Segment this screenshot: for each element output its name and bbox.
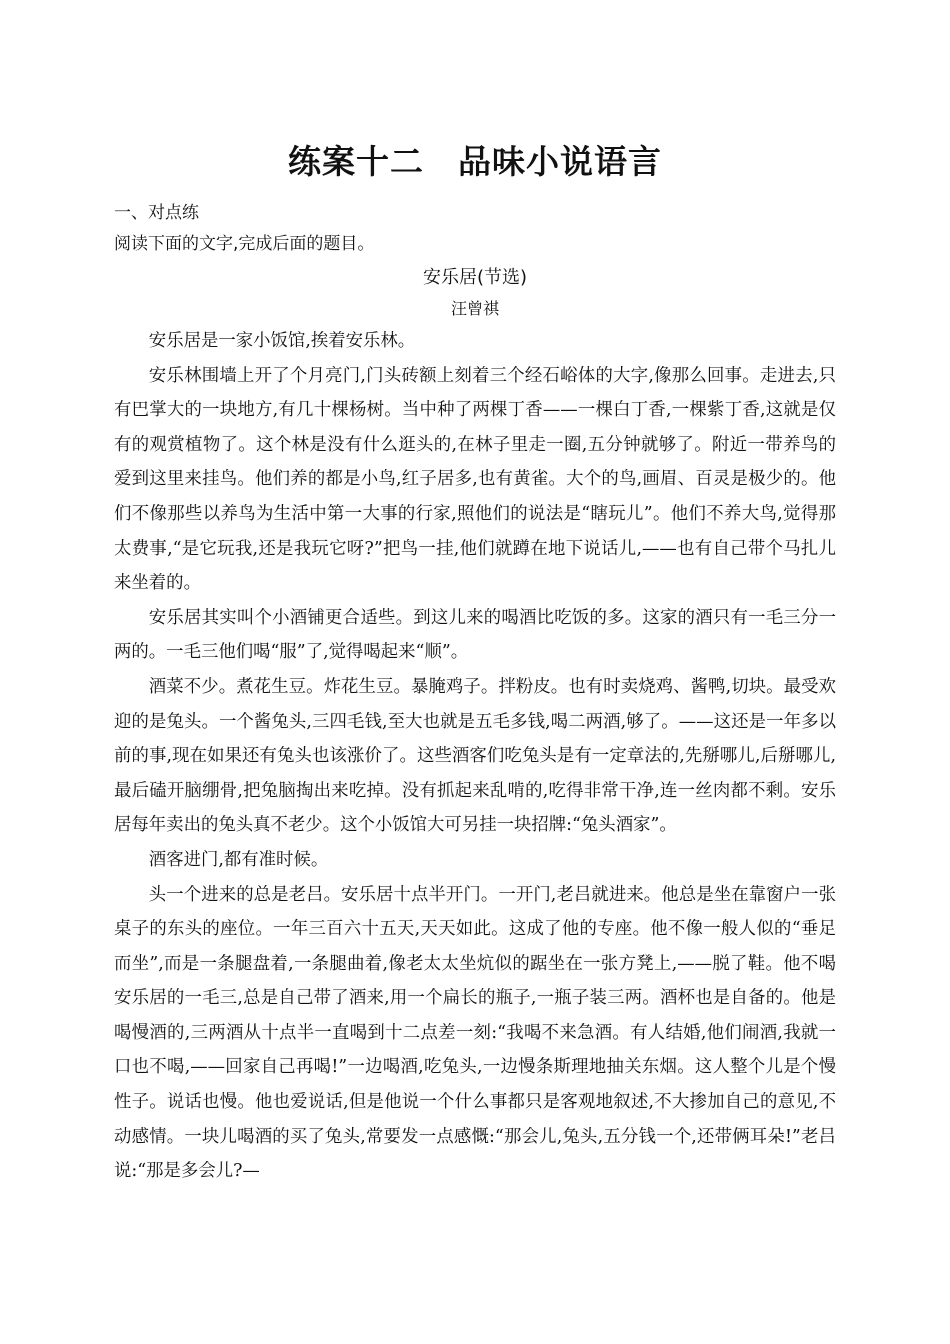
- article-title: 安乐居(节选): [422, 267, 528, 288]
- paragraph: 安乐居其实叫个小酒铺更合适些。到这儿来的喝酒比吃饭的多。这家的酒只有一毛三分一两的。一毛三他们喝“服”了,觉得喝起来“顺”。: [114, 607, 836, 663]
- paragraph: 酒菜不少。煮花生豆。炸花生豆。暴腌鸡子。拌粉皮。也有时卖烧鸡、酱鸭,切块。最受欢迎的是兔头。一个酱兔头,三四毛钱,至大也就是五毛多钱,喝二两酒,够了。——这还是一年多以前的事,现在如果还有兔头也该涨价了。这些酒客们吃兔头是有一定章法的,先掰哪儿,后掰哪儿,最后磕开脑绷骨,把兔脑掏出来吃掉。没有抓起来乱啃的,吃得非常干净,连一丝肉都不剩。安乐居每年卖出的兔头真不老少。这个小饭馆大可另挂一块招牌:“兔头酒家”。: [114, 676, 836, 836]
- paragraph: 头一个进来的总是老吕。安乐居十点半开门。一开门,老吕就进来。他总是坐在靠窗户一张桌子的东头的座位。一年三百六十五天,天天如此。这成了他的专座。他不像一般人似的“垂足而坐”,而是一条腿盘着,一条腿曲着,像老太太坐炕似的踞坐在一张方凳上,——脱了鞋。他不喝安乐居的一毛三,总是自己带了酒来,用一个扁长的瓶子,一瓶子装三两。酒杯也是自备的。他是喝慢酒的,三两酒从十点半一直喝到十二点差一刻:“我喝不来急酒。有人结婚,他们闹酒,我就一口也不喝,——回家自己再喝!”一边喝酒,吃兔头,一边慢条斯理地抽关东烟。这人整个儿是个慢性子。说话也慢。他也爱说话,但是他说一个什么事都只是客观地叙述,不大掺加自己的意见,不动感情。一块儿喝酒的买了兔头,常要发一点感慨:“那会儿,兔头,五分钱一个,还带俩耳朵!”老吕说:“那是多会儿?—: [114, 884, 836, 1182]
- section-heading: 一、对点练: [114, 203, 199, 223]
- paragraph: 酒客进门,都有准时候。: [148, 849, 329, 870]
- page-title: 练案十二 品味小说语言: [288, 142, 662, 181]
- article-body: [114, 324, 836, 1189]
- instruction-text: 阅读下面的文字,完成后面的题目。: [114, 234, 375, 254]
- paragraph: 安乐居是一家小饭馆,挨着安乐林。: [148, 331, 416, 351]
- paragraph: 安乐林围墙上开了个月亮门,门头砖额上刻着三个经石峪体的大字,像那么回事。走进去,只有巴掌大的一块地方,有几十棵杨树。当中种了两棵丁香——一棵白丁香,一棵紫丁香,这就是仅有的观赏植物了。这个林是没有什么逛头的,在林子里走一圈,五分钟就够了。附近一带养鸟的爱到这里来挂鸟。他们养的都是小鸟,红子居多,也有黄雀。大个的鸟,画眉、百灵是极少的。他们不像那些以养鸟为生活中第一大事的行家,照他们的说法是“瞎玩儿”。他们不养大鸟,觉得那太费事,“是它玩我,还是我玩它呀?”把鸟一挂,他们就蹲在地下说话儿,——也有自己带个马扎儿来坐着的。: [114, 365, 836, 594]
- article-author: 汪曾祺: [450, 299, 499, 318]
